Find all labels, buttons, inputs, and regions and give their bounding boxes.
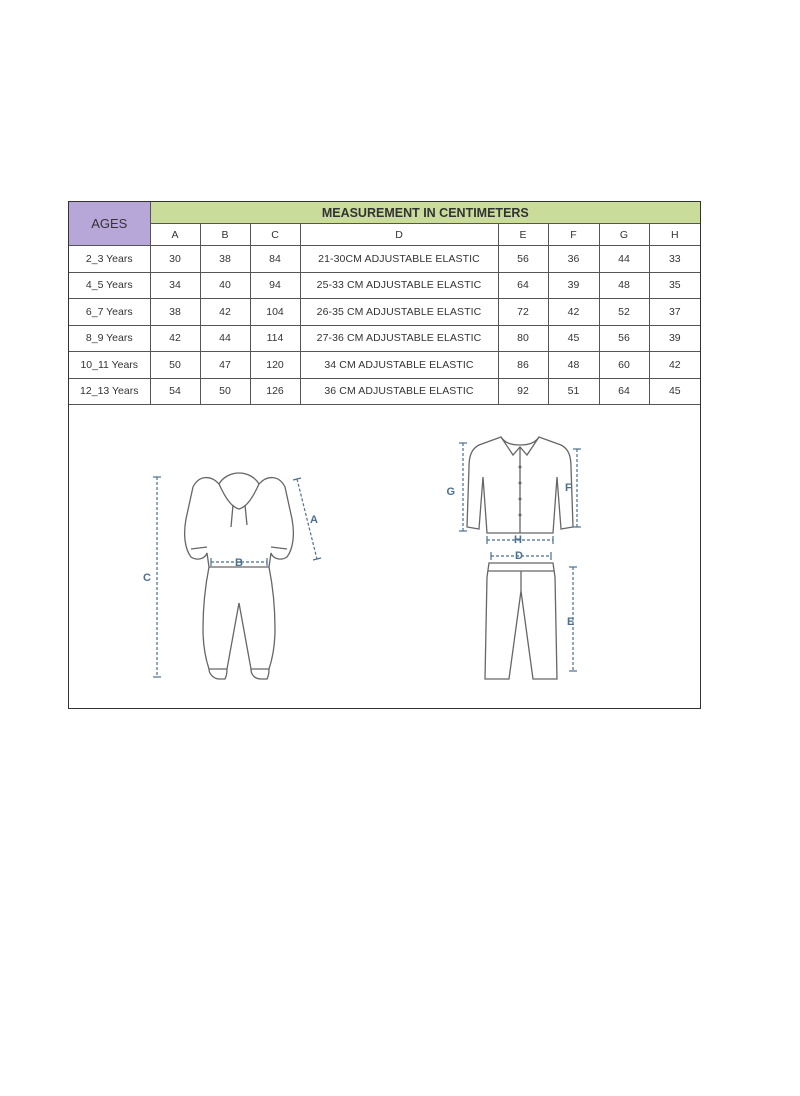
jumpsuit-illustration xyxy=(185,473,294,679)
label-a: A xyxy=(310,514,318,526)
table-row xyxy=(69,325,700,352)
cell-h: 45 xyxy=(649,378,700,405)
cell-h: 35 xyxy=(649,272,700,299)
age-cell: 8_9 Years xyxy=(69,325,150,352)
cell-c: 126 xyxy=(250,378,300,405)
dimension-d xyxy=(491,550,551,562)
cell-d: 27-36 CM ADJUSTABLE ELASTIC xyxy=(300,325,498,352)
cell-a: 42 xyxy=(150,325,200,352)
column-header-b: B xyxy=(200,224,250,246)
table-row xyxy=(69,352,700,379)
cell-f: 39 xyxy=(548,272,599,299)
cell-a: 30 xyxy=(150,246,200,273)
cell-b: 44 xyxy=(200,325,250,352)
label-c: C xyxy=(143,572,151,584)
cell-f: 48 xyxy=(548,352,599,379)
column-header-d: D xyxy=(300,224,498,246)
cell-b: 40 xyxy=(200,272,250,299)
cell-e: 92 xyxy=(498,378,548,405)
dimension-g xyxy=(446,443,467,531)
dimension-c xyxy=(143,477,161,677)
label-b: B xyxy=(235,557,243,569)
column-header-g: G xyxy=(599,224,649,246)
cell-c: 104 xyxy=(250,299,300,326)
cell-e: 72 xyxy=(498,299,548,326)
pants-illustration xyxy=(485,563,557,679)
table-row xyxy=(69,246,700,273)
table-row xyxy=(69,299,700,326)
cell-g: 56 xyxy=(599,325,649,352)
dimension-h xyxy=(487,534,553,546)
dimension-a xyxy=(293,478,321,560)
cell-a: 34 xyxy=(150,272,200,299)
cell-g: 44 xyxy=(599,246,649,273)
age-cell: 2_3 Years xyxy=(69,246,150,273)
age-cell: 12_13 Years xyxy=(69,378,150,405)
cell-a: 54 xyxy=(150,378,200,405)
column-header-e: E xyxy=(498,224,548,246)
label-d: D xyxy=(515,550,523,562)
column-header-c: C xyxy=(250,224,300,246)
cell-d: 36 CM ADJUSTABLE ELASTIC xyxy=(300,378,498,405)
label-e: E xyxy=(567,616,575,628)
cell-d: 25-33 CM ADJUSTABLE ELASTIC xyxy=(300,272,498,299)
cell-c: 120 xyxy=(250,352,300,379)
cell-d: 26-35 CM ADJUSTABLE ELASTIC xyxy=(300,299,498,326)
cell-e: 64 xyxy=(498,272,548,299)
table-row xyxy=(69,272,700,299)
column-header-f: F xyxy=(548,224,599,246)
cell-c: 84 xyxy=(250,246,300,273)
cell-d: 21-30CM ADJUSTABLE ELASTIC xyxy=(300,246,498,273)
age-cell: 6_7 Years xyxy=(69,299,150,326)
cell-h: 33 xyxy=(649,246,700,273)
cell-g: 48 xyxy=(599,272,649,299)
age-cell: 10_11 Years xyxy=(69,352,150,379)
cell-b: 38 xyxy=(200,246,250,273)
cell-f: 42 xyxy=(548,299,599,326)
size-chart xyxy=(68,201,701,709)
cell-e: 80 xyxy=(498,325,548,352)
cell-d: 34 CM ADJUSTABLE ELASTIC xyxy=(300,352,498,379)
cell-e: 56 xyxy=(498,246,548,273)
diagram-svg xyxy=(69,407,700,709)
ages-header: AGES xyxy=(69,202,150,246)
cell-g: 60 xyxy=(599,352,649,379)
cell-f: 51 xyxy=(548,378,599,405)
cell-g: 64 xyxy=(599,378,649,405)
cell-b: 47 xyxy=(200,352,250,379)
shirt-illustration xyxy=(467,437,573,533)
cell-e: 86 xyxy=(498,352,548,379)
cell-b: 50 xyxy=(200,378,250,405)
cell-g: 52 xyxy=(599,299,649,326)
column-header-h: H xyxy=(649,224,700,246)
cell-h: 42 xyxy=(649,352,700,379)
measurement-header: MEASUREMENT IN CENTIMETERS xyxy=(150,202,700,224)
cell-c: 114 xyxy=(250,325,300,352)
label-h: H xyxy=(514,534,522,546)
dimension-e xyxy=(567,567,577,671)
label-f: F xyxy=(565,482,572,494)
cell-f: 36 xyxy=(548,246,599,273)
size-table xyxy=(69,202,700,405)
cell-b: 42 xyxy=(200,299,250,326)
label-g: G xyxy=(446,486,455,498)
cell-a: 50 xyxy=(150,352,200,379)
cell-h: 37 xyxy=(649,299,700,326)
age-cell: 4_5 Years xyxy=(69,272,150,299)
cell-f: 45 xyxy=(548,325,599,352)
table-row xyxy=(69,378,700,405)
cell-a: 38 xyxy=(150,299,200,326)
column-header-a: A xyxy=(150,224,200,246)
cell-c: 94 xyxy=(250,272,300,299)
cell-h: 39 xyxy=(649,325,700,352)
measurement-diagram xyxy=(69,407,700,709)
